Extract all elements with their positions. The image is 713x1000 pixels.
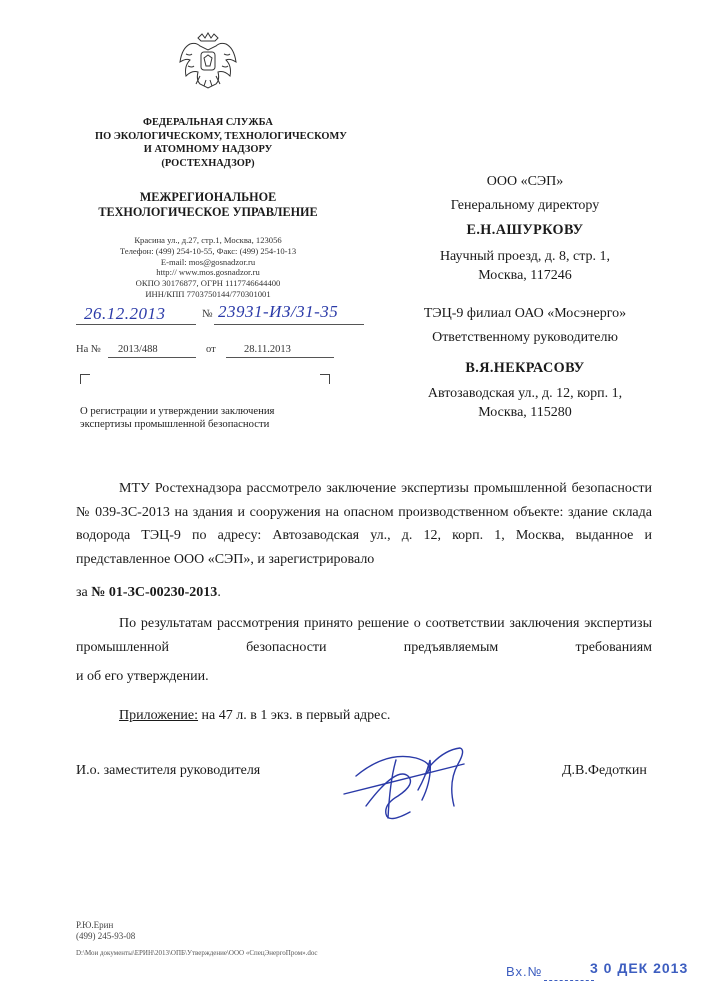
addressee-city: Москва, 117246 xyxy=(478,268,572,283)
stamp-date: 3 0 ДЕК 2013 xyxy=(590,960,689,976)
appendix-label: Приложение: xyxy=(119,708,199,723)
reg-prefix: за xyxy=(76,585,92,600)
department-line: МЕЖРЕГИОНАЛЬНОЕ xyxy=(139,190,277,204)
stamp-number-line xyxy=(544,980,594,981)
body-paragraph-ending: и об его утверждении. xyxy=(76,669,209,684)
outgoing-date: 26.12.2013 xyxy=(84,304,166,323)
addressee-org: ООО «СЭП» xyxy=(486,174,564,189)
russian-coat-of-arms-icon xyxy=(176,30,240,90)
agency-line: (РОСТЕХНАДЗОР) xyxy=(161,157,255,169)
reference-na-value: 2013/488 xyxy=(118,344,158,355)
body-paragraph-ending xyxy=(76,581,652,605)
addressee-position: Генеральному директору xyxy=(450,198,600,213)
signatory-position: И.о. заместителя руководителя xyxy=(76,763,261,778)
contact-inn: ИНН/КПП 7703750144/770301001 xyxy=(145,288,271,299)
reference-na-label: На № xyxy=(76,344,101,355)
addressee-city: Москва, 115280 xyxy=(478,405,572,420)
incoming-stamp xyxy=(500,958,689,984)
reference-ot-value: 28.11.2013 xyxy=(244,344,291,355)
agency-line: ПО ЭКОЛОГИЧЕСКОМУ, ТЕХНОЛОГИЧЕСКОМУ xyxy=(95,130,347,142)
addressee-name: Е.Н.АШУРКОВУ xyxy=(466,222,584,238)
addressee-name: В.Я.НЕКРАСОВУ xyxy=(465,360,585,376)
number-label: № xyxy=(202,308,213,320)
contact-phone: Телефон: (499) 254-10-55, Факс: (499) 254-10-13 xyxy=(119,245,297,256)
document-file-path: D:\Мои документы\ЕРИН\2013\ОПБ\Утверждение\ООО «СпецЭнергоПром».doc xyxy=(76,949,318,957)
contact-okpo: ОКПО 30176877, ОГРН 1117746644400 xyxy=(135,278,281,289)
subject-line: О регистрации и утверждении заключения экспертизы промышленной безопасности xyxy=(80,405,275,430)
handwritten-signature xyxy=(336,736,476,826)
reference-ot-underline xyxy=(226,357,334,358)
number-underline xyxy=(214,324,364,325)
date-underline xyxy=(76,324,196,325)
contact-block xyxy=(95,235,321,300)
addressee-org: ТЭЦ-9 филиал ОАО «Мосэнерго» xyxy=(423,306,627,321)
contact-address: Красина ул., д.27, стр.1, Москва, 123056 xyxy=(134,235,282,245)
outgoing-number-value: 23931-ИЗ/31-35 xyxy=(218,302,339,321)
reference-na-underline xyxy=(108,357,196,358)
agency-line: И АТОМНОМУ НАДЗОРУ xyxy=(143,144,273,155)
body-paragraph: По результатам рассмотрения принято решение о соответствии заключения экспертизы промышленной безопасности предъявляемым требованиям xyxy=(76,616,652,655)
department-header xyxy=(95,190,321,220)
reg-suffix: . xyxy=(217,585,221,600)
subject-corner-left xyxy=(80,374,90,384)
body-paragraph: МТУ Ростехнадзора рассмотрело заключение экспертизы промышленной безопасности № 039-ЗС-2013 на здания и сооружения на опасном производственном объекте: здание склада водорода ТЭЦ-9 по адресу: Автозаводская ул., д. 12, корп. 1, Москва, выданное и представленное ООО «СЭП», и зарегистрировало xyxy=(76,481,652,567)
agency-header xyxy=(95,116,347,170)
executor-phone: (499) 245-93-08 xyxy=(76,930,136,941)
executor-name: Р.Ю.Ерин xyxy=(76,920,114,930)
reference-ot-label: от xyxy=(206,344,216,355)
reference-line xyxy=(76,344,346,360)
contact-email: E-mail: mos@gosnadzor.ru xyxy=(160,256,256,267)
addressee-address: Автозаводская ул., д. 12, корп. 1, xyxy=(427,386,623,401)
executor-block xyxy=(76,920,135,941)
appendix-line xyxy=(119,708,390,724)
contact-website: http:// www.mos.gosnadzor.ru xyxy=(156,267,260,278)
department-line: ТЕХНОЛОГИЧЕСКОЕ УПРАВЛЕНИЕ xyxy=(98,205,318,219)
agency-line: ФЕДЕРАЛЬНАЯ СЛУЖБА xyxy=(143,117,273,128)
registration-number: № 01-ЗС-00230-2013 xyxy=(91,585,218,600)
subject-corner-right xyxy=(320,374,330,384)
signatory-name: Д.В.Федоткин xyxy=(562,763,647,778)
stamp-label: Вх.№ xyxy=(506,964,543,979)
appendix-text: на 47 л. в 1 экз. в первый адрес. xyxy=(198,708,391,723)
outgoing-number xyxy=(76,302,366,332)
addressee-address: Научный проезд, д. 8, стр. 1, xyxy=(439,249,611,264)
addressee-position: Ответственному руководителю xyxy=(432,330,618,345)
